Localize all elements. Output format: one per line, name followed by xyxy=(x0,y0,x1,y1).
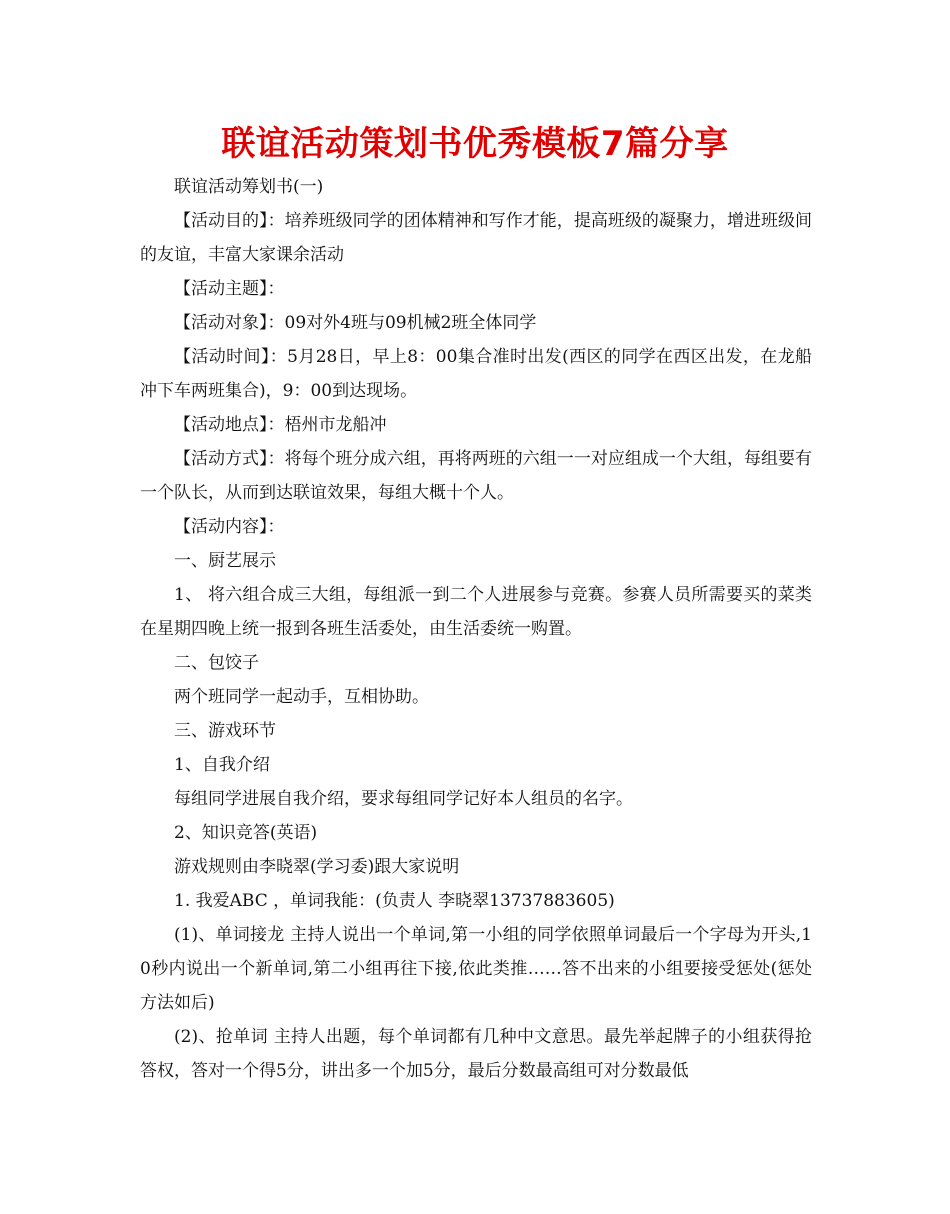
paragraph: 【活动目的】：培养班级同学的团体精神和写作才能，提高班级的凝聚力，增进班级间的友谊，丰富大家课余活动 xyxy=(140,211,812,265)
paragraph: 【活动方式】：将每个班分成六组，再将两班的六组一一对应组成一个大组，每组要有一个队长，从而到达联谊效果，每组大概十个人。 xyxy=(140,449,812,503)
paragraph: 一、厨艺展示 xyxy=(174,551,276,571)
paragraph: 1、自我介绍 xyxy=(174,755,270,775)
paragraph: 三、游戏环节 xyxy=(174,721,276,741)
paragraph: 每组同学进展自我介绍，要求每组同学记好本人组员的名字。 xyxy=(174,789,633,809)
paragraph: (2)、抢单词 主持人出题，每个单词都有几种中文意思。最先举起牌子的小组获得抢答权，答对一个得5分，讲出多一个加5分，最后分数最高组可对分数最低 xyxy=(140,1027,812,1081)
paragraph: 1、 将六组合成三大组，每组派一到二个人进展参与竞赛。参赛人员所需要买的菜类在星期四晚上统一报到各班生活委处，由生活委统一购置。 xyxy=(140,585,812,639)
paragraph: 1. 我爱ABC ，单词我能：(负责人 李晓翠13737883605) xyxy=(174,891,615,911)
paragraph: 两个班同学一起动手，互相协助。 xyxy=(174,687,429,707)
paragraph: 【活动内容】： xyxy=(174,517,285,537)
paragraph: 二、包饺子 xyxy=(174,653,259,673)
paragraph: 联谊活动筹划书(一) xyxy=(174,177,324,197)
paragraph: 游戏规则由李晓翠(学习委)跟大家说明 xyxy=(174,857,460,877)
paragraph: 【活动对象】：09对外4班与09机械2班全体同学 xyxy=(174,313,537,333)
document-body xyxy=(140,170,812,1088)
paragraph: 【活动时间】：5月28日，早上8：00集合准时出发(西区的同学在西区出发，在龙船冲下车两班集合)，9：00到达现场。 xyxy=(140,347,812,401)
paragraph: 2、知识竞答(英语) xyxy=(174,823,318,843)
paragraph: 【活动主题】： xyxy=(174,279,285,299)
document-title: 联谊活动策划书优秀模板7篇分享 xyxy=(221,124,729,164)
paragraph: (1)、单词接龙 主持人说出一个单词,第一小组的同学依照单词最后一个字母为开头,10秒内说出一个新单词,第二小组再往下接,依此类推……答不出来的小组要接受惩处(惩处方法如后) xyxy=(140,925,812,1013)
paragraph: 【活动地点】：梧州市龙船冲 xyxy=(174,415,387,435)
